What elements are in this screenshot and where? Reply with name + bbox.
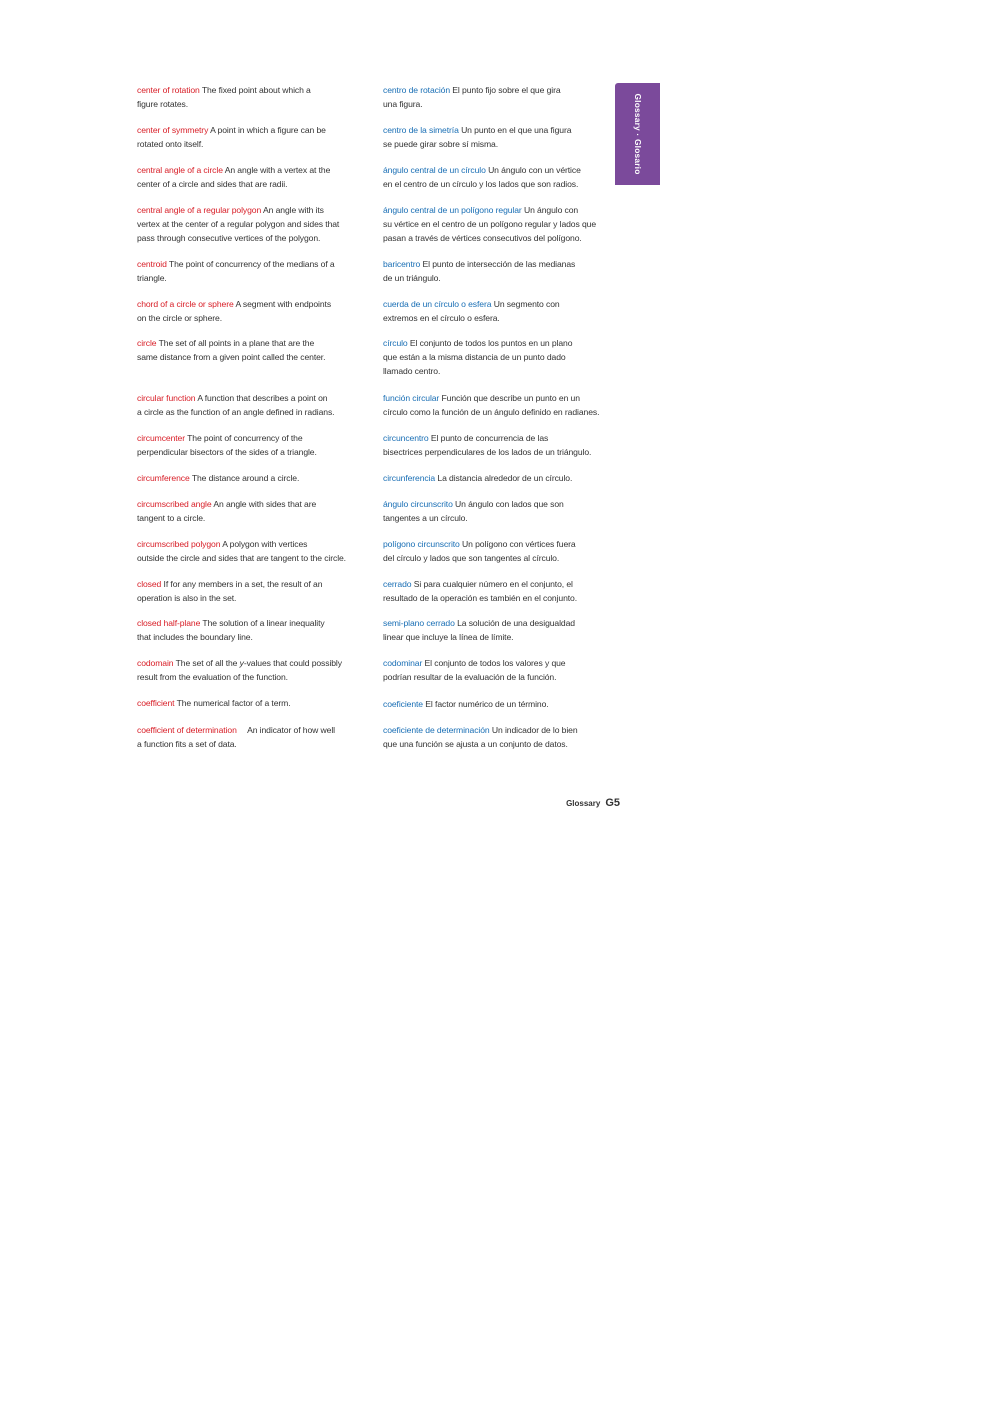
term: centro de la simetría <box>383 125 459 135</box>
term: función circular <box>383 393 440 403</box>
entry-circuncentro <box>383 431 628 459</box>
term: circumscribed polygon <box>137 539 221 549</box>
definition: de un triángulo. <box>383 273 441 283</box>
definition: The set of all the y-values that could possibly <box>175 658 342 668</box>
entry-cerrado <box>383 577 628 605</box>
entry-center-of-rotation <box>137 83 377 111</box>
definition: El punto de intersección de las medianas <box>422 259 576 269</box>
definition: The distance around a circle. <box>191 473 300 483</box>
definition: The solution of a linear inequality <box>202 618 325 628</box>
entry-chord-of-a-circle-or-sphere <box>137 297 377 325</box>
entry-circumscribed-angle <box>137 497 377 525</box>
entry-circumscribed-polygon <box>137 537 377 565</box>
entry-baricentro <box>383 257 628 285</box>
page-footer <box>520 793 620 811</box>
term: center of rotation <box>137 85 200 95</box>
definition: A point in which a figure can be <box>210 125 326 135</box>
definition: An angle with sides that are <box>213 499 317 509</box>
definition: center of a circle and sides that are radii. <box>137 179 288 189</box>
definition: A polygon with vertices <box>222 539 308 549</box>
definition: vertex at the center of a regular polygon and sides that <box>137 219 340 229</box>
entry-circulo <box>383 336 628 378</box>
definition: The point of concurrency of the <box>187 433 303 443</box>
term: ángulo central de un polígono regular <box>383 205 522 215</box>
entry-poligono-circunscrito <box>383 537 628 565</box>
term: circumference <box>137 473 190 483</box>
definition: extremos en el círculo o esfera. <box>383 313 500 323</box>
entry-semi-plano-cerrado <box>383 616 628 644</box>
entry-circle <box>137 336 377 364</box>
term: circular function <box>137 393 196 403</box>
term: cuerda de un círculo o esfera <box>383 299 492 309</box>
term: closed half-plane <box>137 618 201 628</box>
entry-centro-de-la-simetria <box>383 123 628 151</box>
term: ángulo circunscrito <box>383 499 453 509</box>
term: central angle of a regular polygon <box>137 205 262 215</box>
definition: en el centro de un círculo y los lados que son radios. <box>383 179 579 189</box>
definition: del círculo y lados que son tangentes al círculo. <box>383 553 560 563</box>
entry-closed-half-plane <box>137 616 377 644</box>
term: codomain <box>137 658 174 668</box>
definition: tangent to a circle. <box>137 513 206 523</box>
definition: Un segmento con <box>493 299 560 309</box>
entry-angulo-central-de-un-poligono-regular <box>383 203 628 245</box>
definition: An angle with its <box>263 205 324 215</box>
definition: Un ángulo con <box>523 205 579 215</box>
definition: triangle. <box>137 273 167 283</box>
term: center of symmetry <box>137 125 209 135</box>
definition: The set of all points in a plane that are the <box>158 338 315 348</box>
definition: linear que incluye la línea de límite. <box>383 632 514 642</box>
term: coefficient of determination <box>137 725 237 735</box>
entry-codomain <box>137 656 377 684</box>
entry-angulo-circunscrito <box>383 497 628 525</box>
definition: The numerical factor of a term. <box>176 698 291 708</box>
definition: tangentes a un círculo. <box>383 513 468 523</box>
entry-central-angle-of-a-circle <box>137 163 377 191</box>
term: circunferencia <box>383 473 436 483</box>
definition: que una función se ajusta a un conjunto de datos. <box>383 739 568 749</box>
definition: La distancia alrededor de un círculo. <box>437 473 573 483</box>
entry-coefficient-of-determination <box>137 723 377 751</box>
term: circumscribed angle <box>137 499 212 509</box>
definition: An angle with a vertex at the <box>224 165 331 175</box>
definition: pasan a través de vértices consecutivos del polígono. <box>383 233 582 243</box>
definition: a circle as the function of an angle defined in radians. <box>137 407 335 417</box>
term: circle <box>137 338 157 348</box>
definition: figure rotates. <box>137 99 189 109</box>
entry-coefficient <box>137 696 377 710</box>
definition: rotated onto itself. <box>137 139 204 149</box>
entry-circular-function <box>137 391 377 419</box>
term: circuncentro <box>383 433 429 443</box>
term: semi-plano cerrado <box>383 618 455 628</box>
term: ángulo central de un círculo <box>383 165 486 175</box>
term: closed <box>137 579 162 589</box>
definition: bisectrices perpendiculares de los lados de un triángulo. <box>383 447 592 457</box>
definition: perpendicular bisectors of the sides of a triangle. <box>137 447 317 457</box>
definition: que están a la misma distancia de un punto dado <box>383 352 566 362</box>
entry-centro-de-rotacion <box>383 83 628 111</box>
page-number: G5 <box>605 797 620 809</box>
definition: Un ángulo con un vértice <box>488 165 581 175</box>
definition: that includes the boundary line. <box>137 632 253 642</box>
term: baricentro <box>383 259 421 269</box>
definition: una figura. <box>383 99 423 109</box>
definition: El punto fijo sobre el que gira <box>452 85 561 95</box>
definition: A segment with endpoints <box>235 299 332 309</box>
entry-centroid <box>137 257 377 285</box>
entry-coeficiente-de-determinacion <box>383 723 628 751</box>
definition: on the circle or sphere. <box>137 313 223 323</box>
term: codominar <box>383 658 423 668</box>
entry-center-of-symmetry <box>137 123 377 151</box>
definition: pass through consecutive vertices of the polygon. <box>137 233 321 243</box>
term: cerrado <box>383 579 412 589</box>
entry-circumference <box>137 471 377 485</box>
term: coeficiente de determinación <box>383 725 490 735</box>
entry-central-angle-of-a-regular-polygon <box>137 203 377 245</box>
definition: círculo como la función de un ángulo definido en radianes. <box>383 407 600 417</box>
entry-codominar <box>383 656 628 684</box>
entry-cuerda-de-un-circulo-o-esfera <box>383 297 628 325</box>
term: coefficient <box>137 698 175 708</box>
definition: Si para cualquier número en el conjunto, el <box>413 579 573 589</box>
footer-label: Glossary <box>566 799 601 808</box>
definition: result from the evaluation of the function. <box>137 672 288 682</box>
definition: El conjunto de todos los valores y que <box>424 658 566 668</box>
definition: operation is also in the set. <box>137 593 237 603</box>
term: chord of a circle or sphere <box>137 299 234 309</box>
definition: El punto de concurrencia de las <box>430 433 549 443</box>
definition: Un indicador de lo bien <box>491 725 578 735</box>
definition: Un polígono con vértices fuera <box>462 539 576 549</box>
definition: El conjunto de todos los puntos en un plano <box>409 338 573 348</box>
term: coeficiente <box>383 699 423 709</box>
entry-funcion-circular <box>383 391 628 419</box>
entry-coeficiente <box>383 697 628 711</box>
definition: Un punto en el que una figura <box>461 125 572 135</box>
definition: llamado centro. <box>383 366 441 376</box>
definition: The point of concurrency of the medians of a <box>168 259 335 269</box>
definition: resultado de la operación es también en el conjunto. <box>383 593 578 603</box>
definition: Función que describe un punto en un <box>441 393 580 403</box>
term: círculo <box>383 338 408 348</box>
definition: If for any members in a set, the result of an <box>163 579 323 589</box>
definition: A function that describes a point on <box>197 393 328 403</box>
term: centroid <box>137 259 167 269</box>
definition: podrían resultar de la evaluación de la función. <box>383 672 557 682</box>
term: circumcenter <box>137 433 185 443</box>
definition: Un ángulo con lados que son <box>455 499 564 509</box>
definition: se puede girar sobre sí misma. <box>383 139 498 149</box>
definition: a function fits a set of data. <box>137 739 237 749</box>
term: central angle of a circle <box>137 165 223 175</box>
definition: An indicator of how well <box>247 725 335 735</box>
glossary-tab-label: Glossary · Glosario <box>632 93 643 175</box>
entry-circumcenter <box>137 431 377 459</box>
definition: same distance from a given point called the center. <box>137 352 326 362</box>
definition: The fixed point about which a <box>201 85 311 95</box>
entry-angulo-central-de-un-circulo <box>383 163 628 191</box>
definition: La solución de una desigualdad <box>457 618 575 628</box>
definition: El factor numérico de un término. <box>425 699 549 709</box>
definition: su vértice en el centro de un polígono regular y lados que <box>383 219 597 229</box>
term: polígono circunscrito <box>383 539 460 549</box>
term: centro de rotación <box>383 85 450 95</box>
entry-closed <box>137 577 377 605</box>
definition: outside the circle and sides that are tangent to the circle. <box>137 553 346 563</box>
entry-circunferencia <box>383 471 628 485</box>
